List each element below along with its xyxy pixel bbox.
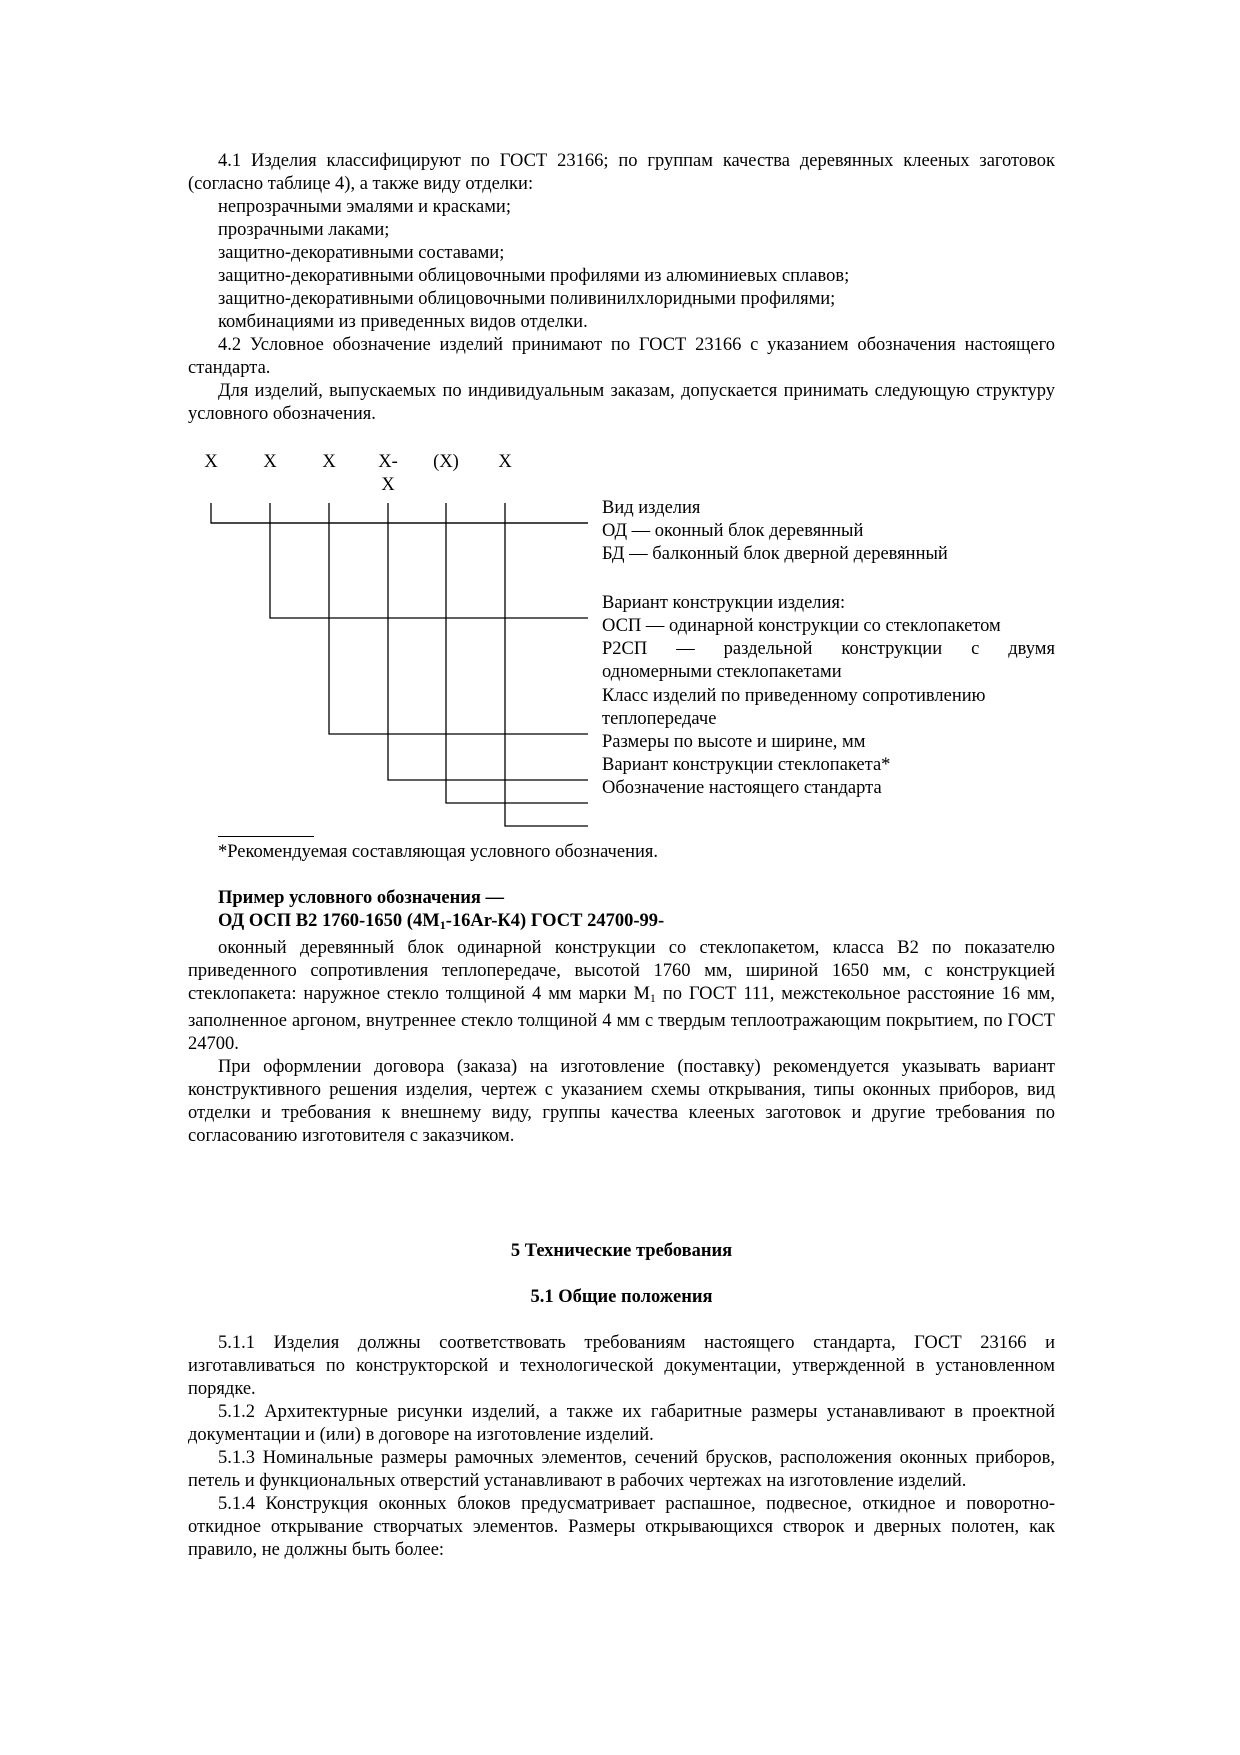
document-page	[188, 150, 1055, 1562]
label-class-line1: Класс изделий по приведенному сопротивлению	[602, 686, 986, 706]
section-5-heading: 5 Технические требования	[510, 1241, 733, 1261]
symbol-standard: X	[498, 452, 512, 472]
label-class-line2: теплопередаче	[602, 709, 717, 729]
symbol-glazing: (X)	[433, 452, 459, 472]
label-construction-variant	[602, 592, 1055, 684]
label-variant-r2sp-cont: одномерными стеклопакетами	[602, 662, 842, 682]
label-variant-osp: ОСП — одинарной конструкции со стеклопакетом	[602, 616, 1001, 636]
symbol-class: X	[322, 452, 336, 472]
label-sizes: Размеры по высоте и ширине, мм	[602, 732, 866, 752]
finish-item: непрозрачными эмалями и красками;	[218, 197, 511, 217]
label-type-bd: БД — балконный блок дверной деревянный	[602, 544, 948, 564]
example-description: оконный деревянный блок одинарной конструкции со стеклопакетом, класса В2 по показателю приведенного сопротивления теплопередаче, высотой 1760 мм, шириной 1650 мм, с конструкцией стеклопакета: наружное стекло толщиной 4 мм марки $М_1$ по ГОСТ 111, межстекольное расстояние 16 мм, заполненное аргоном, внутреннее стекло толщиной 4 мм с твердым теплоотражающим покрытием, по ГОСТ 24700.	[188, 938, 1056, 1054]
footnote-separator	[218, 836, 314, 837]
section-5-1-heading: 5.1 Общие положения	[530, 1287, 713, 1307]
paragraph-4-2: 4.2 Условное обозначение изделий принимают по ГОСТ 23166 с указанием обозначения настоящего стандарта.	[188, 335, 1055, 378]
finish-item: защитно-декоративными облицовочными профилями из алюминиевых сплавов;	[218, 266, 850, 286]
paragraph-contract: При оформлении договора (заказа) на изготовление (поставку) рекомендуется указывать вариант конструктивного решения изделия, чертеж с указанием схемы открывания, типы оконных приборов, вид отделки и требования к внешнему виду, группы качества клееных заготовок и другие требования по согласованию изготовителя с заказчиком.	[188, 1057, 1055, 1146]
connector-line-4	[388, 503, 588, 780]
connector-line-5	[446, 503, 588, 803]
example-title: Пример условного обозначения —	[218, 888, 505, 908]
label-variant-r2sp: Р2СП — раздельной конструкции с двумя	[602, 639, 1055, 659]
symbol-product-type: X	[204, 452, 218, 472]
label-standard: Обозначение настоящего стандарта	[602, 778, 882, 798]
label-type-od: ОД — оконный блок деревянный	[602, 521, 864, 541]
symbol-sizes-line2: X	[381, 475, 395, 495]
label-class	[602, 685, 1055, 731]
paragraph-4-1: 4.1 Изделия классифицируют по ГОСТ 23166; по группам качества деревянных клееных заготовок (согласно таблице 4), а также виду отделки:	[188, 151, 1055, 194]
finish-item: прозрачными лаками;	[218, 220, 390, 240]
paragraph-5-1-2: 5.1.2 Архитектурные рисунки изделий, а также их габаритные размеры устанавливают в проектной документации и (или) в договоре на изготовление изделий.	[188, 1402, 1055, 1445]
diagram-lines	[188, 451, 608, 836]
connector-line-1	[211, 503, 588, 523]
finish-item: комбинациями из приведенных видов отделки.	[218, 312, 588, 332]
paragraph-5-1-3: 5.1.3 Номинальные размеры рамочных элементов, сечений брусков, расположения оконных приборов, петель и функциональных отверстий устанавливают в рабочих чертежах на изготовление изделий.	[188, 1448, 1055, 1491]
label-variant-title: Вариант конструкции изделия:	[602, 593, 846, 613]
connector-line-6	[505, 503, 588, 826]
paragraph-5-1-1: 5.1.1 Изделия должны соответствовать требованиям настоящего стандарта, ГОСТ 23166 и изготавливаться по конструкторской и технологической документации, утвержденной в установленном порядке.	[188, 1333, 1055, 1399]
paragraph-5-1-4: 5.1.4 Конструкция оконных блоков предусматривает распашное, подвесное, откидное и поворотно-откидное открывание створчатых элементов. Размеры открывающихся створок и дверных полотен, как правило, не должны быть более:	[188, 1494, 1055, 1560]
example-code: ОД ОСП В2 1760-1650 $(4М_1-16Ar-К4)$ ГОСТ 24700-99-	[218, 911, 665, 932]
designation-structure-diagram	[188, 451, 1055, 836]
connector-line-2	[270, 503, 588, 618]
label-glazing: Вариант конструкции стеклопакета*	[602, 755, 891, 775]
symbol-sizes	[368, 451, 408, 497]
finish-item: защитно-декоративными составами;	[218, 243, 505, 263]
footnote: *Рекомендуемая составляющая условного обозначения.	[218, 842, 658, 862]
paragraph-4-2-custom: Для изделий, выпускаемых по индивидуальным заказам, допускается принимать следующую структуру условного обозначения.	[188, 381, 1055, 424]
finish-item: защитно-декоративными облицовочными поливинилхлоридными профилями;	[218, 289, 836, 309]
symbol-construction-variant: X	[263, 452, 277, 472]
symbol-sizes-line1: X-	[378, 452, 398, 472]
label-product-type	[602, 497, 1055, 566]
label-type-title: Вид изделия	[602, 498, 701, 518]
